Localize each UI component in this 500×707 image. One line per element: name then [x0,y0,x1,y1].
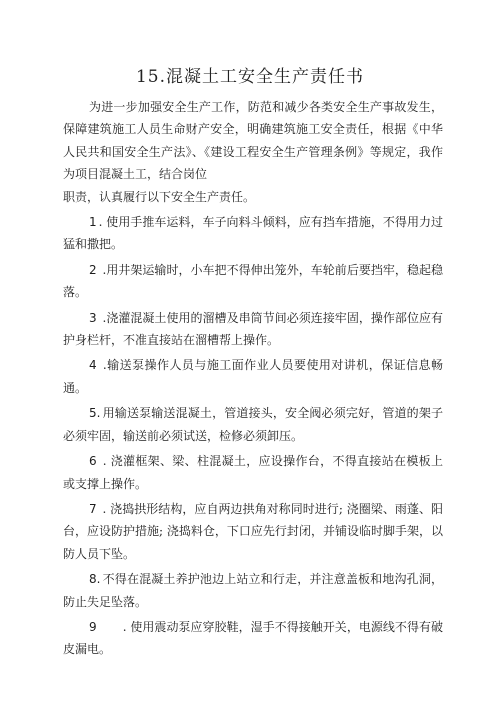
item-text: 不得在混凝土养护池边上站立和行走，并注意盖板和地沟孔洞，防止失足坠落。 [63,572,443,609]
list-item [63,568,443,613]
list-item [63,211,443,256]
list-item [63,259,443,304]
item-number: 8. [89,572,101,587]
item-text: .浇灌混凝土使用的溜槽及串筒节间必须连接牢固，操作部位应有护身栏杆，不准直接站在溜槽帮上操作。 [63,310,443,348]
list-item [63,307,443,352]
document-title: 15.混凝土工安全生产责任书 [135,67,365,87]
item-number: 5. [89,406,101,421]
item-number: 2 [89,262,97,277]
item-number: 4 [89,358,97,373]
document-body [63,96,443,661]
intro-paragraph-continued: 职责，认真履行以下安全生产责任。 [63,189,256,204]
list-item [63,402,443,447]
item-text: . 使用震动泵应穿胶鞋，湿手不得接触开关，电源线不得有破皮漏电。 [63,619,443,657]
item-text: 用输送泵输送混凝土，管道接头，安全阀必须完好，管道的架子必须牢固，输送前必须试送，检修必须卸压。 [63,406,443,443]
list-item [63,354,443,399]
item-text: .输送泵操作人员与施工面作业人员要使用对讲机，保证信息畅通。 [63,358,443,395]
intro-paragraph: 为进一步加强安全生产工作，防范和减少各类安全生产事故发生，保障建筑施工人员生命财产安全，明确建筑施工安全责任，根据《中华人民共和国安全生产法》、《建设工程安全生产管理条例》等规定，我作为项目混凝土工，结合岗位 [63,100,443,182]
item-text: . 浇灌框架、梁、柱混凝土，应设操作台，不得直接站在模板上或支撑上操作。 [63,454,443,491]
item-number: 3 [89,310,97,325]
list-item [63,616,443,661]
item-number: 6 [89,454,97,469]
item-number: 9 [89,619,97,634]
item-text: . 浇捣拱形结构，应自两边拱角对称同时进行; 浇圈梁、雨蓬、阳台，应设防护措施; 浇捣料仓，下口应先行封闭，并铺设临时脚手架，以防人员下坠。 [63,501,443,561]
item-text: .用井架运输时，小车把不得伸出笼外，车轮前后要挡牢，稳起稳落。 [63,262,443,300]
item-number: 1 [89,215,97,230]
item-number: 7 [89,501,97,516]
list-item [63,498,443,565]
item-text: . 使用手推车运料，车子向料斗倾料，应有挡车措施，不得用力过猛和撒把。 [63,215,443,252]
list-item [63,450,443,495]
